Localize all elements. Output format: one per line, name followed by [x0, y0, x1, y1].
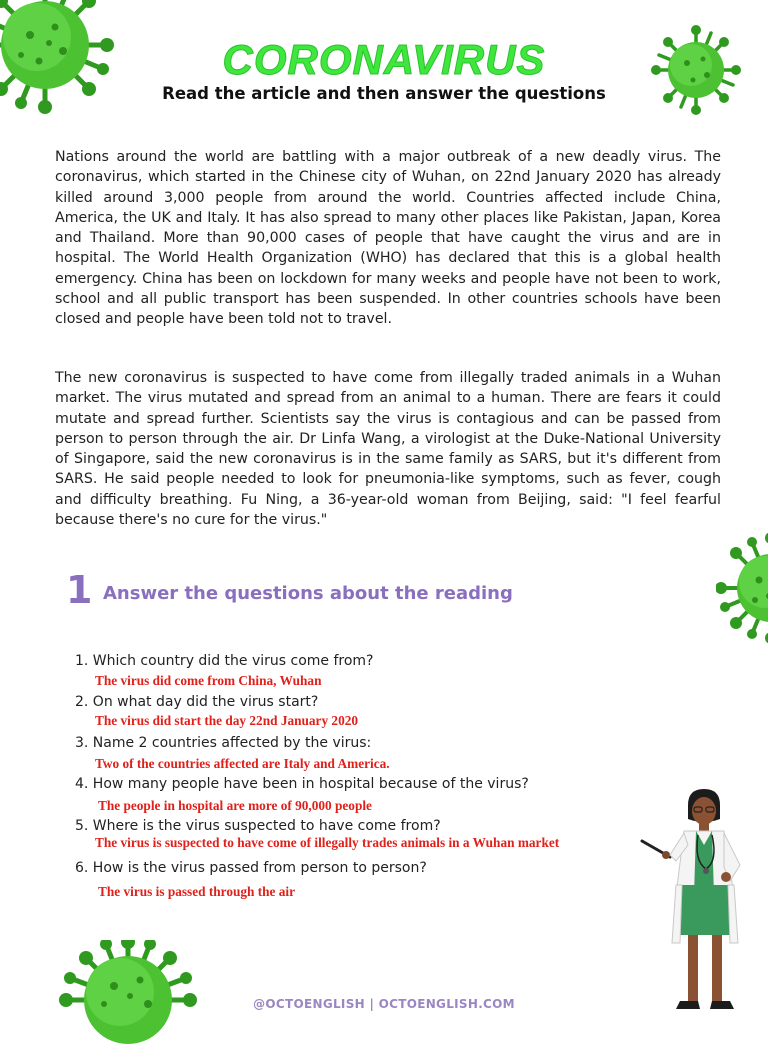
section-number: 1 — [66, 568, 93, 612]
answer-1: The virus did come from China, Wuhan — [95, 673, 322, 688]
question-3: 3. Name 2 countries affected by the virus: — [75, 735, 372, 751]
answer-5: The virus is suspected to have come of illegally trades animals in a Wuhan market — [95, 835, 560, 850]
question-5: 5. Where is the virus suspected to have come from? — [75, 818, 441, 834]
article-paragraph-1: Nations around the world are battling with a major outbreak of a new deadly virus. The coronavirus, which started in the Chinese city of Wuhan, on 22nd January 2020 has already killed around 3,000 people from around the world. Countries affected include China, America, the UK and Italy. It has also spread to many other places like Pakistan, Japan, Korea and Thailand. More than 90,000 cases of people that have caught the virus and are in hospital. The World Health Organization (WHO) has declared that this is a global health emergency. China has been on lockdown for many weeks and people have not been to work, school and all public transport has been suspended. In other countries schools have been closed and people have been told not to travel. — [55, 149, 721, 328]
answer-4: The people in hospital are more of 90,000 people — [98, 798, 372, 813]
question-6: 6. How is the virus passed from person to person? — [75, 860, 427, 876]
answer-6: The virus is passed through the air — [98, 884, 296, 899]
article-paragraph-2: The new coronavirus is suspected to have come from illegally traded animals in a Wuhan market. The virus mutated and spread from an animal to a human. There are fears it could mutate and spread further. Scientists say the virus is contagious and can be passed from person to person through the air. Dr Linfa Wang, a virologist at the Duke-National University of Singapore, said the new coronavirus is in the same family as SARS, but it's different from SARS. He said people needed to look for pneumonia-like symptoms, such as fever, cough and difficulty breathing. Fu Ning, a 36-year-old woman from Beijing, said: "I feel fearful because there's no cure for the virus." — [55, 370, 721, 529]
section-title: Answer the questions about the reading — [103, 583, 513, 604]
answer-2: The virus did start the day 22nd January 2020 — [95, 713, 359, 728]
question-1: 1. Which country did the virus come from? — [75, 653, 374, 669]
page-title: CORONAVIRUS — [222, 36, 546, 83]
doctor-illustration — [636, 785, 756, 1015]
virus-icon — [716, 530, 768, 646]
page-subtitle: Read the article and then answer the questions — [162, 84, 606, 103]
question-4: 4. How many people have been in hospital because of the virus? — [75, 776, 529, 792]
question-2: 2. On what day did the virus start? — [75, 694, 319, 710]
answer-3: Two of the countries affected are Italy and America. — [95, 756, 390, 771]
footer-credit: @OCTOENGLISH | OCTOENGLISH.COM — [253, 997, 515, 1011]
